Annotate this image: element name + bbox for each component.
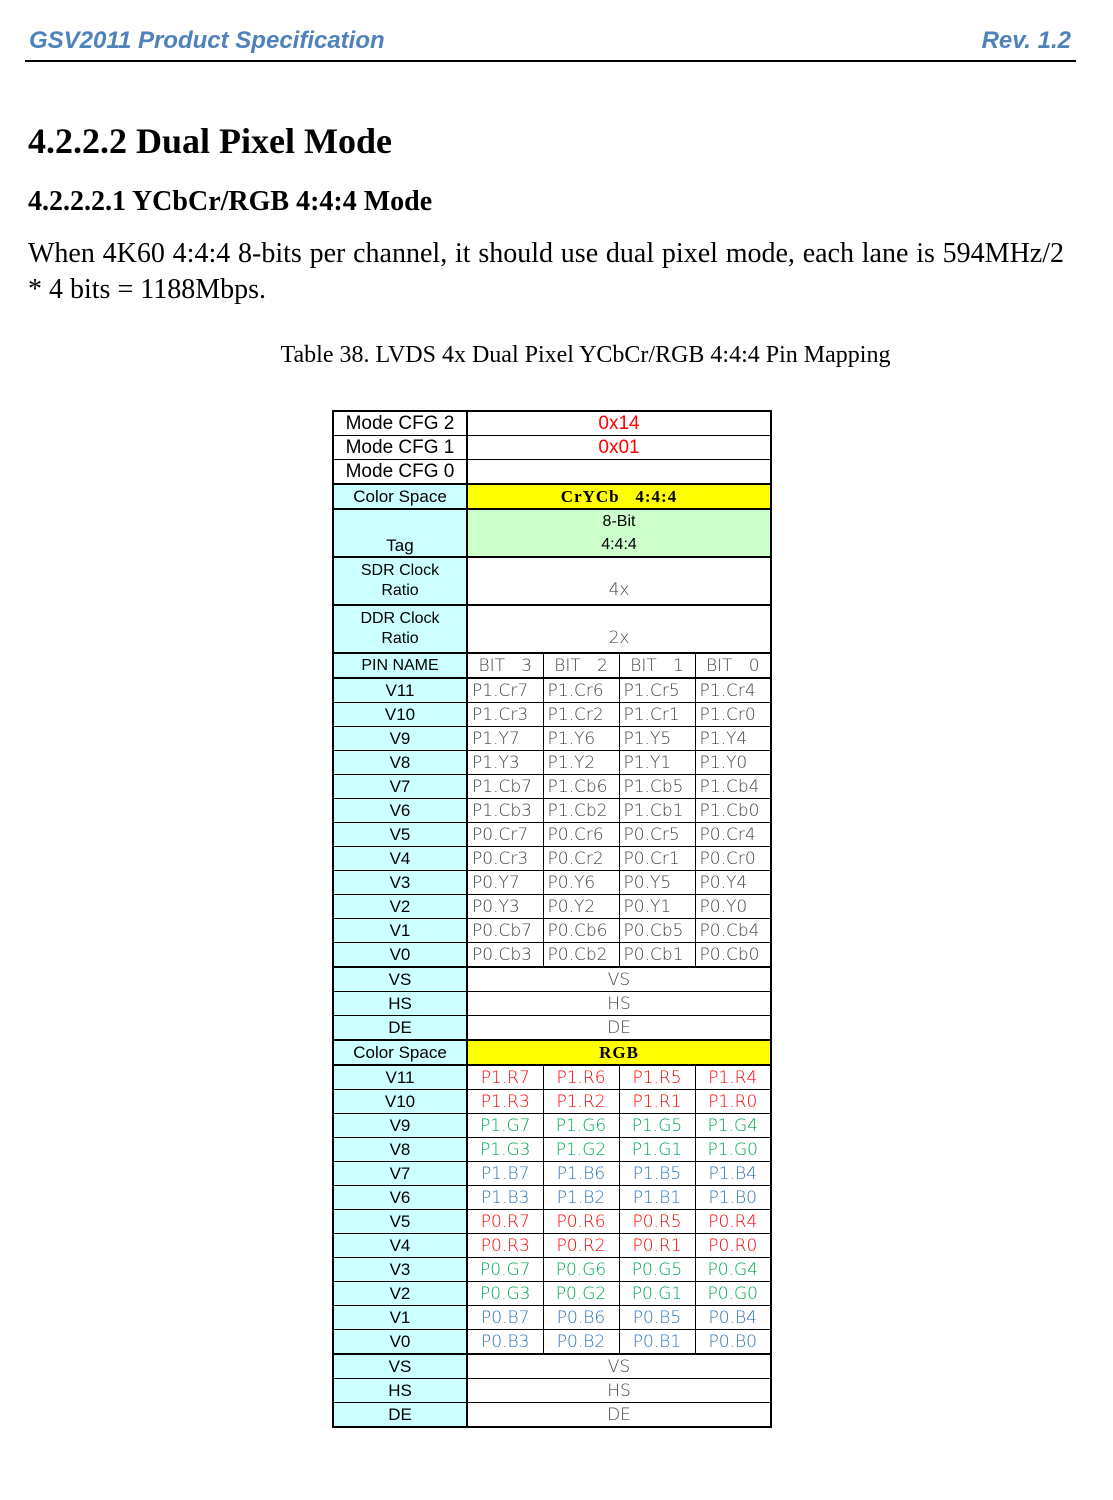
tag-value-format: 4:4:4 (601, 536, 637, 553)
bit-header: BIT 3 (467, 653, 543, 678)
color-space-row-rgb (333, 1040, 771, 1065)
bit-cell: P0.R2 (543, 1234, 619, 1258)
pin-name-cell: V6 (333, 1186, 467, 1210)
bit-cell: P1.G2 (543, 1138, 619, 1162)
tag-value (467, 509, 771, 557)
section-heading: 4.2.2.2 Dual Pixel Mode (28, 121, 392, 161)
mode-cfg0-label: Mode CFG 0 (333, 460, 467, 485)
sync-row (333, 1354, 771, 1379)
bit-cell: P0.B6 (543, 1306, 619, 1330)
pin-name-cell: V3 (333, 871, 467, 895)
pin-name-cell: V10 (333, 703, 467, 727)
bit-cell: P1.Y5 (619, 727, 695, 751)
bit-cell: P0.Cr5 (619, 823, 695, 847)
mode-cfg0-value (467, 460, 771, 485)
bit-cell: P0.Cb4 (695, 919, 771, 943)
bit-cell: P0.Y7 (467, 871, 543, 895)
pin-name-cell: V10 (333, 1090, 467, 1114)
pin-name-cell: V2 (333, 895, 467, 919)
pin-name-cell: V8 (333, 751, 467, 775)
bit-cell: P1.R2 (543, 1090, 619, 1114)
bit-cell: P1.Cr6 (543, 678, 619, 703)
bit-cell: P0.B4 (695, 1306, 771, 1330)
pin-mapping-table (332, 410, 772, 1428)
bit-cell: P0.Y6 (543, 871, 619, 895)
bit-cell: P1.R3 (467, 1090, 543, 1114)
pin-name-cell: V6 (333, 799, 467, 823)
table-row (333, 751, 771, 775)
bit-cell: P0.R7 (467, 1210, 543, 1234)
bit-cell: P0.Cr2 (543, 847, 619, 871)
bit-cell: P1.Cr7 (467, 678, 543, 703)
table-row (333, 1282, 771, 1306)
bit-cell: P1.Y4 (695, 727, 771, 751)
bit-cell: P0.B2 (543, 1330, 619, 1355)
bit-cell: P0.R6 (543, 1210, 619, 1234)
mode-cfg0-row (333, 460, 771, 485)
ddr-clock-label-line1: DDR Clock (360, 610, 440, 627)
mode-cfg1-label: Mode CFG 1 (333, 436, 467, 460)
pin-name-cell: V3 (333, 1258, 467, 1282)
sync-pin-label: HS (333, 1379, 467, 1403)
bit-cell: P1.Cr5 (619, 678, 695, 703)
sdr-clock-value: 4x (467, 557, 771, 605)
bit-cell: P0.R3 (467, 1234, 543, 1258)
tag-label: Tag (333, 509, 467, 557)
table-row (333, 1258, 771, 1282)
pin-name-cell: V4 (333, 1234, 467, 1258)
sync-pin-value: VS (467, 967, 771, 992)
bit-cell: P1.R7 (467, 1065, 543, 1090)
pin-name-cell: V11 (333, 678, 467, 703)
tag-value-bits: 8-Bit (602, 513, 636, 530)
table-row (333, 1162, 771, 1186)
bit-cell: P0.G2 (543, 1282, 619, 1306)
bit-cell: P0.G4 (695, 1258, 771, 1282)
bit-cell: P0.Cb6 (543, 919, 619, 943)
bit-cell: P0.B0 (695, 1330, 771, 1355)
sync-pin-label: DE (333, 1403, 467, 1428)
bit-cell: P1.Cr2 (543, 703, 619, 727)
table-row (333, 775, 771, 799)
bit-cell: P0.Y2 (543, 895, 619, 919)
bit-cell: P0.Cr6 (543, 823, 619, 847)
sync-pin-label: DE (333, 1016, 467, 1041)
ddr-clock-value: 2x (467, 605, 771, 653)
sdr-clock-label (333, 557, 467, 605)
bit-cell: P1.R5 (619, 1065, 695, 1090)
bit-cell: P0.R4 (695, 1210, 771, 1234)
bit-cell: P0.R1 (619, 1234, 695, 1258)
sync-pin-label: VS (333, 967, 467, 992)
bit-cell: P0.Cr4 (695, 823, 771, 847)
bit-cell: P1.Y1 (619, 751, 695, 775)
bit-cell: P0.Y1 (619, 895, 695, 919)
bit-cell: P1.R6 (543, 1065, 619, 1090)
mode-cfg2-value: 0x14 (467, 411, 771, 436)
table-row (333, 1065, 771, 1090)
bit-cell: P1.G1 (619, 1138, 695, 1162)
bit-cell: P1.B6 (543, 1162, 619, 1186)
pin-name-cell: V1 (333, 919, 467, 943)
bit-cell: P1.Cr3 (467, 703, 543, 727)
bit-cell: P0.B3 (467, 1330, 543, 1355)
bit-cell: P0.Cb3 (467, 943, 543, 968)
table-row (333, 1330, 771, 1355)
table-row (333, 871, 771, 895)
sdr-clock-label-line1: SDR Clock (360, 562, 440, 579)
bit-cell: P0.B5 (619, 1306, 695, 1330)
document-title: GSV2011 Product Specification (29, 27, 385, 54)
pin-name-cell: V5 (333, 1210, 467, 1234)
bit-cell: P1.G4 (695, 1114, 771, 1138)
table-row (333, 895, 771, 919)
sync-pin-value: DE (467, 1016, 771, 1041)
pin-name-cell: V4 (333, 847, 467, 871)
pin-mapping-body (333, 411, 771, 1427)
page-header (25, 26, 1076, 62)
color-space-row-ycbcr (333, 484, 771, 509)
bit-cell: P1.Cb4 (695, 775, 771, 799)
table-caption: Table 38. LVDS 4x Dual Pixel YCbCr/RGB 4:4:4 Pin Mapping (280, 342, 891, 368)
bit-cell: P1.Cb0 (695, 799, 771, 823)
bit-cell: P0.Cb2 (543, 943, 619, 968)
bit-header: BIT 2 (543, 653, 619, 678)
bit-cell: P0.Y0 (695, 895, 771, 919)
pin-name-cell: V9 (333, 727, 467, 751)
bit-cell: P1.Y7 (467, 727, 543, 751)
bit-cell: P0.B1 (619, 1330, 695, 1355)
bit-cell: P0.G0 (695, 1282, 771, 1306)
bit-cell: P1.Cr1 (619, 703, 695, 727)
sync-row (333, 967, 771, 992)
pin-name-cell: V0 (333, 1330, 467, 1355)
bit-cell: P1.R4 (695, 1065, 771, 1090)
bit-cell: P1.B0 (695, 1186, 771, 1210)
bit-cell: P1.Y2 (543, 751, 619, 775)
mode-cfg1-row (333, 436, 771, 460)
mode-cfg2-row (333, 411, 771, 436)
bit-header: BIT 1 (619, 653, 695, 678)
table-row (333, 1210, 771, 1234)
pin-name-cell: V7 (333, 1162, 467, 1186)
bit-cell: P1.G6 (543, 1114, 619, 1138)
table-row (333, 1090, 771, 1114)
bit-cell: P0.Y4 (695, 871, 771, 895)
bit-cell: P1.G5 (619, 1114, 695, 1138)
table-row (333, 1186, 771, 1210)
bit-cell: P1.Y3 (467, 751, 543, 775)
table-row (333, 678, 771, 703)
bit-cell: P1.G3 (467, 1138, 543, 1162)
bit-cell: P1.Y6 (543, 727, 619, 751)
table-row (333, 727, 771, 751)
sync-row (333, 992, 771, 1016)
bit-cell: P0.R5 (619, 1210, 695, 1234)
sync-pin-value: DE (467, 1403, 771, 1428)
ddr-clock-label-line2: Ratio (381, 630, 419, 647)
sync-pin-label: HS (333, 992, 467, 1016)
sync-pin-label: VS (333, 1354, 467, 1379)
table-row (333, 1114, 771, 1138)
bit-cell: P1.Cb6 (543, 775, 619, 799)
bit-cell: P1.B3 (467, 1186, 543, 1210)
bit-cell: P1.B1 (619, 1186, 695, 1210)
bit-cell: P0.Cr3 (467, 847, 543, 871)
mode-cfg2-label: Mode CFG 2 (333, 411, 467, 436)
bit-header: BIT 0 (695, 653, 771, 678)
bit-cell: P1.Cb7 (467, 775, 543, 799)
sync-row (333, 1379, 771, 1403)
sync-row (333, 1403, 771, 1428)
table-row (333, 943, 771, 968)
bit-cell: P0.G6 (543, 1258, 619, 1282)
table-row (333, 919, 771, 943)
ddr-clock-label (333, 605, 467, 653)
table-row (333, 823, 771, 847)
color-space-label: Color Space (333, 484, 467, 509)
bit-cell: P1.Cr0 (695, 703, 771, 727)
table-row (333, 703, 771, 727)
bit-cell: P1.G0 (695, 1138, 771, 1162)
pin-name-cell: V7 (333, 775, 467, 799)
body-paragraph: When 4K60 4:4:4 8-bits per channel, it should use dual pixel mode, each lane is 594MHz/2 * 4 bits = 1188Mbps. (28, 238, 1064, 305)
bit-cell: P1.B4 (695, 1162, 771, 1186)
bit-cell: P0.Cb1 (619, 943, 695, 968)
pin-name-cell: V2 (333, 1282, 467, 1306)
sync-pin-value: VS (467, 1354, 771, 1379)
bit-cell: P0.B7 (467, 1306, 543, 1330)
pin-name-cell: V5 (333, 823, 467, 847)
pin-name-cell: V0 (333, 943, 467, 968)
bit-cell: P1.Cb5 (619, 775, 695, 799)
bit-cell: P1.Cb3 (467, 799, 543, 823)
bit-cell: P0.G7 (467, 1258, 543, 1282)
color-space-value: RGB (467, 1040, 771, 1065)
bit-cell: P0.G1 (619, 1282, 695, 1306)
pin-name-cell: V11 (333, 1065, 467, 1090)
bit-cell: P0.Cr0 (695, 847, 771, 871)
subsection-heading: 4.2.2.2.1 YCbCr/RGB 4:4:4 Mode (28, 186, 433, 217)
bit-cell: P0.Cb5 (619, 919, 695, 943)
sdr-clock-label-line2: Ratio (381, 582, 419, 599)
bit-cell: P1.Cr4 (695, 678, 771, 703)
bit-cell: P1.B7 (467, 1162, 543, 1186)
bit-cell: P1.Cb2 (543, 799, 619, 823)
bit-cell: P0.Y5 (619, 871, 695, 895)
bit-cell: P0.Cb7 (467, 919, 543, 943)
pin-name-label: PIN NAME (333, 653, 467, 678)
sdr-clock-row (333, 557, 771, 605)
bit-cell: P0.G3 (467, 1282, 543, 1306)
bit-cell: P0.Cr1 (619, 847, 695, 871)
table-row (333, 847, 771, 871)
color-space-value: CrYCb 4:4:4 (467, 484, 771, 509)
pin-name-header-row (333, 653, 771, 678)
bit-cell: P1.G7 (467, 1114, 543, 1138)
table-row (333, 1234, 771, 1258)
ddr-clock-row (333, 605, 771, 653)
bit-cell: P1.Cb1 (619, 799, 695, 823)
bit-cell: P0.R0 (695, 1234, 771, 1258)
sync-pin-value: HS (467, 992, 771, 1016)
bit-cell: P0.Cr7 (467, 823, 543, 847)
tag-row (333, 509, 771, 557)
bit-cell: P1.R0 (695, 1090, 771, 1114)
pin-name-cell: V1 (333, 1306, 467, 1330)
table-row (333, 1306, 771, 1330)
mode-cfg1-value: 0x01 (467, 436, 771, 460)
table-row (333, 1138, 771, 1162)
bit-cell: P1.Y0 (695, 751, 771, 775)
color-space-label: Color Space (333, 1040, 467, 1065)
bit-cell: P1.B5 (619, 1162, 695, 1186)
bit-cell: P0.Y3 (467, 895, 543, 919)
table-row (333, 799, 771, 823)
bit-cell: P0.G5 (619, 1258, 695, 1282)
bit-cell: P1.R1 (619, 1090, 695, 1114)
sync-pin-value: HS (467, 1379, 771, 1403)
sync-row (333, 1016, 771, 1041)
pin-name-cell: V9 (333, 1114, 467, 1138)
revision-label: Rev. 1.2 (981, 27, 1071, 54)
pin-name-cell: V8 (333, 1138, 467, 1162)
bit-cell: P1.B2 (543, 1186, 619, 1210)
bit-cell: P0.Cb0 (695, 943, 771, 968)
